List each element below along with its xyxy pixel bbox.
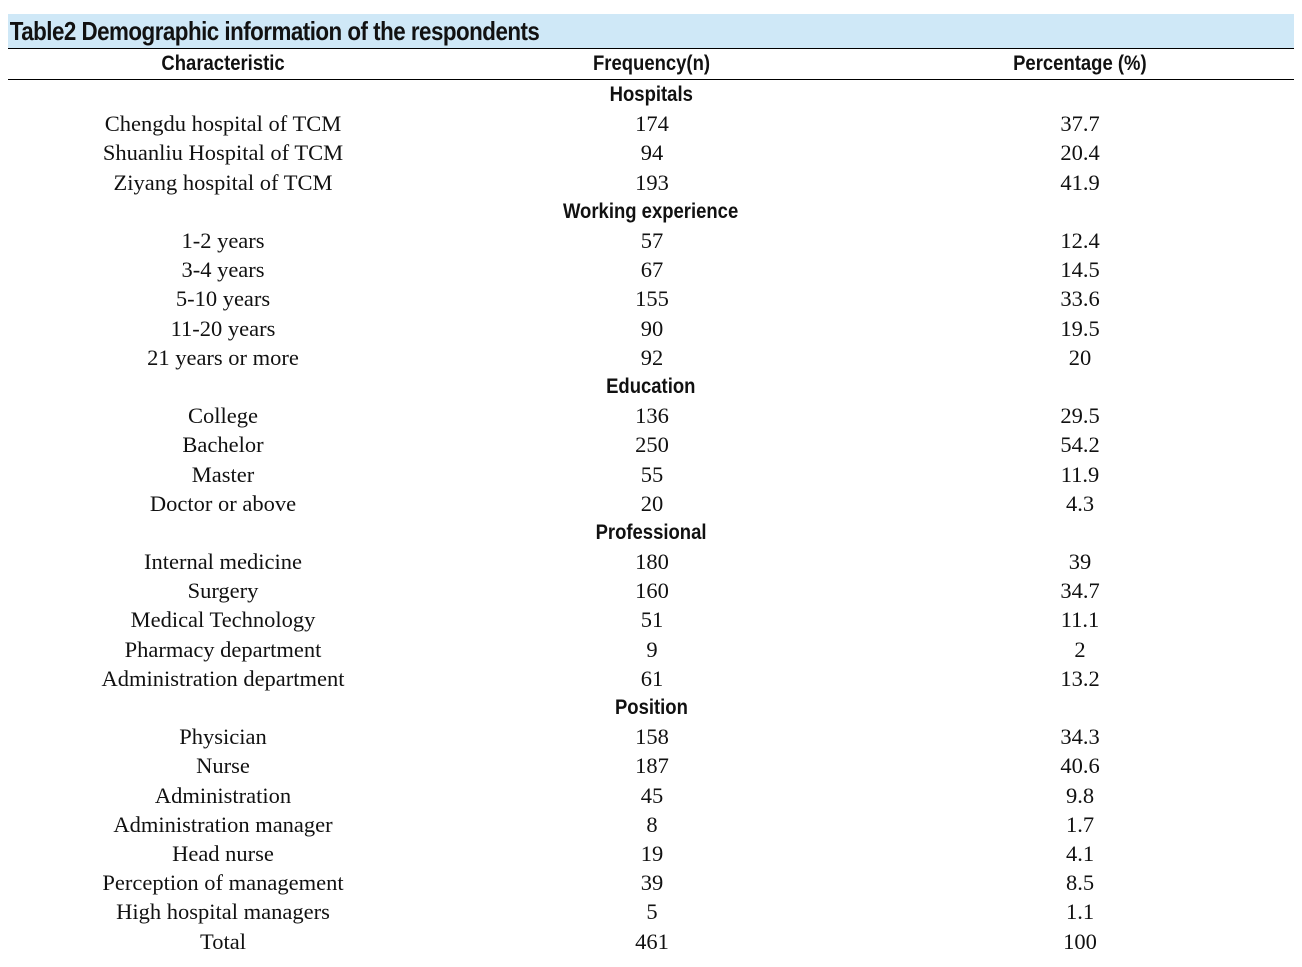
row-frequency: 8 (646, 811, 658, 837)
row-percentage: 29.5 (1060, 403, 1100, 429)
row-label: Administration (154, 782, 292, 808)
row-label: Nurse (196, 753, 250, 779)
row-percentage: 40.6 (1060, 753, 1100, 779)
row-percentage: 2 (1074, 636, 1086, 662)
section-heading: Position (614, 696, 688, 720)
row-frequency: 461 (635, 928, 669, 954)
row-label: 21 years or more (147, 344, 299, 370)
row-label: Internal medicine (143, 549, 303, 575)
section-heading: Professional (595, 520, 707, 544)
row-label: Ziyang hospital of TCM (113, 169, 333, 195)
section-row (8, 197, 1294, 226)
row-percentage: 11.1 (1060, 607, 1100, 633)
row-label: Perception of management (102, 870, 344, 896)
header-frequency: Frequency(n) (438, 49, 866, 80)
section-heading: Education (606, 374, 696, 398)
row-label: 5-10 years (175, 286, 271, 312)
row-percentage: 14.5 (1060, 257, 1100, 283)
table-row (8, 138, 1294, 167)
row-label: Medical Technology (130, 607, 316, 633)
row-frequency: 92 (640, 344, 664, 370)
table-row (8, 751, 1294, 780)
row-label: 3-4 years (181, 257, 265, 283)
table-row (8, 897, 1294, 926)
row-label: High hospital managers (116, 899, 330, 925)
row-frequency: 250 (635, 432, 669, 458)
table-body (8, 80, 1294, 956)
section-row (8, 518, 1294, 547)
row-frequency: 136 (635, 403, 669, 429)
row-percentage: 13.2 (1060, 665, 1100, 691)
row-label: Administration department (101, 665, 345, 691)
row-frequency: 5 (646, 899, 658, 925)
table-row (8, 168, 1294, 197)
row-percentage: 34.3 (1060, 724, 1100, 750)
table-row (8, 343, 1294, 372)
row-percentage: 9.8 (1065, 782, 1095, 808)
row-percentage: 39 (1068, 549, 1092, 575)
table-row (8, 314, 1294, 343)
row-frequency: 39 (640, 870, 664, 896)
table-row (8, 664, 1294, 693)
row-frequency: 55 (640, 461, 664, 487)
table-row (8, 635, 1294, 664)
row-percentage: 12.4 (1060, 228, 1100, 254)
table-row (8, 430, 1294, 459)
row-frequency: 9 (646, 636, 658, 662)
table-row (8, 868, 1294, 897)
row-percentage: 34.7 (1060, 578, 1100, 604)
section-row (8, 372, 1294, 401)
row-label: Shuanliu Hospital of TCM (102, 140, 344, 166)
row-percentage: 20.4 (1060, 140, 1100, 166)
row-label: Physician (179, 724, 267, 750)
row-label: College (188, 403, 258, 429)
table-row (8, 576, 1294, 605)
row-percentage: 1.7 (1065, 811, 1095, 837)
table-row (8, 109, 1294, 138)
row-percentage: 33.6 (1060, 286, 1100, 312)
row-percentage: 19.5 (1060, 315, 1100, 341)
row-label: 1-2 years (181, 228, 265, 254)
row-percentage: 4.1 (1065, 840, 1095, 866)
table-row (8, 722, 1294, 751)
table-row (8, 401, 1294, 430)
row-label: Doctor or above (149, 490, 297, 516)
table-container (8, 14, 1294, 956)
header-characteristic: Characteristic (8, 49, 438, 80)
table-row (8, 489, 1294, 518)
section-row (8, 80, 1294, 110)
row-frequency: 180 (635, 549, 669, 575)
row-percentage: 20 (1068, 344, 1092, 370)
row-frequency: 51 (640, 607, 664, 633)
table-row (8, 839, 1294, 868)
row-label: Total (200, 928, 246, 954)
row-percentage: 37.7 (1060, 111, 1100, 137)
row-label: 11-20 years (170, 315, 276, 341)
table-row (8, 926, 1294, 955)
row-label: Master (191, 461, 255, 487)
row-frequency: 45 (640, 782, 664, 808)
row-label: Administration manager (113, 811, 333, 837)
row-frequency: 19 (640, 840, 664, 866)
row-label: Chengdu hospital of TCM (104, 111, 342, 137)
table-title: Table2 Demographic information of the respondents (9, 16, 540, 46)
row-label: Bachelor (182, 432, 264, 458)
row-frequency: 187 (635, 753, 669, 779)
table-row (8, 547, 1294, 576)
section-heading: Hospitals (609, 83, 693, 107)
header-percentage: Percentage (%) (866, 49, 1294, 80)
table-row (8, 781, 1294, 810)
row-percentage: 11.9 (1060, 461, 1100, 487)
row-percentage: 41.9 (1060, 169, 1100, 195)
row-percentage: 100 (1063, 928, 1097, 954)
row-frequency: 158 (635, 724, 669, 750)
row-frequency: 155 (635, 286, 669, 312)
row-frequency: 193 (635, 169, 669, 195)
table-row (8, 255, 1294, 284)
header-row (8, 49, 1294, 80)
row-frequency: 160 (635, 578, 669, 604)
row-percentage: 4.3 (1065, 490, 1095, 516)
row-label: Pharmacy department (124, 636, 322, 662)
row-percentage: 8.5 (1065, 870, 1095, 896)
row-percentage: 1.1 (1065, 899, 1095, 925)
table-row (8, 810, 1294, 839)
title-bar (8, 14, 1294, 49)
table-row (8, 459, 1294, 488)
row-frequency: 57 (640, 228, 664, 254)
row-frequency: 20 (640, 490, 664, 516)
row-frequency: 90 (640, 315, 664, 341)
row-label: Head nurse (172, 840, 274, 866)
section-heading: Working experience (563, 199, 739, 223)
table-row (8, 226, 1294, 255)
row-frequency: 94 (640, 140, 664, 166)
table-row (8, 605, 1294, 634)
section-row (8, 693, 1294, 722)
row-frequency: 174 (635, 111, 669, 137)
row-label: Surgery (187, 578, 259, 604)
row-frequency: 61 (640, 665, 664, 691)
demographic-table (8, 49, 1294, 956)
row-percentage: 54.2 (1060, 432, 1100, 458)
table-row (8, 284, 1294, 313)
row-frequency: 67 (640, 257, 664, 283)
